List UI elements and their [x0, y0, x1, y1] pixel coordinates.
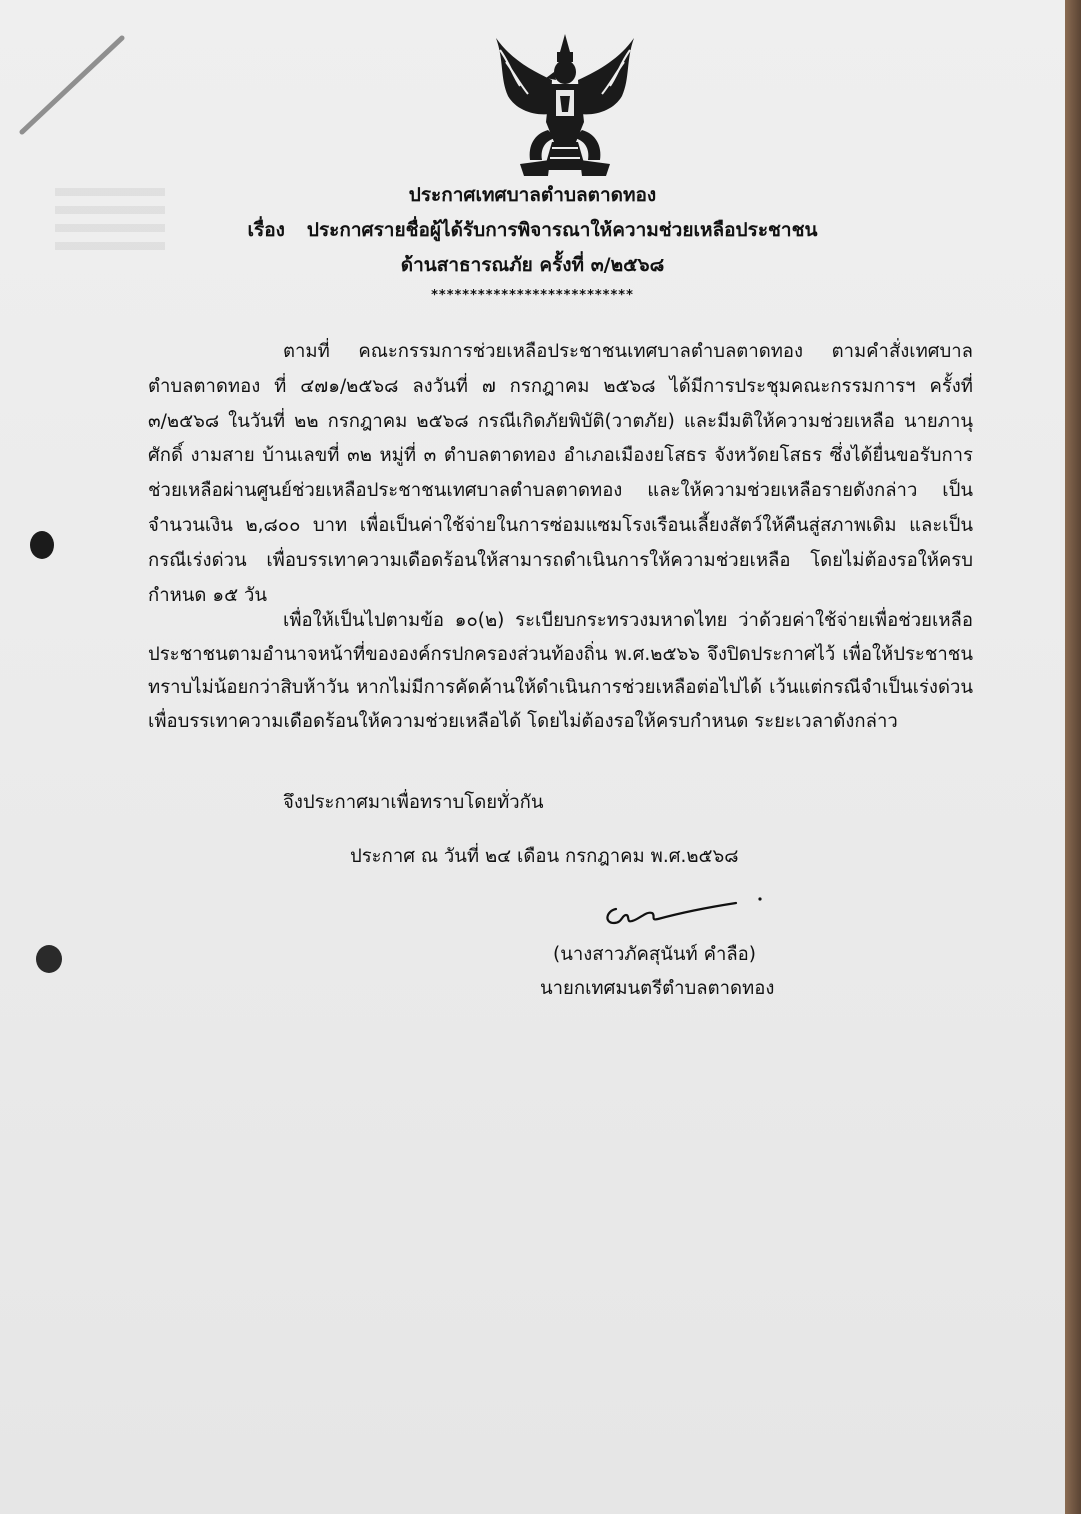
announcement-date: ประกาศ ณ วันที่ ๒๔ เดือน กรกฎาคม พ.ศ.๒๕๖๘: [350, 846, 739, 867]
subject-label: เรื่อง: [247, 219, 285, 241]
page-edge-background: [1065, 0, 1081, 1514]
body-paragraph-1: ตามที่ คณะกรรมการช่วยเหลือประชาชนเทศบาลตำบลตาดทอง ตามคำสั่งเทศบาลตำบลตาดทอง ที่ ๔๗๑/๒๕๖๘ ลงวันที่ ๗ กรกฎาคม ๒๕๖๘ ได้มีการประชุมคณะกรรมการฯ ครั้งที่ ๓/๒๕๖๘ ในวันที่ ๒๒ กรกฎาคม ๒๕๖๘ กรณีเกิดภัยพิบัติ(วาตภัย) และมีมติให้ความช่วยเหลือ นายภานุศักดิ์ งามสาย บ้านเลขที่ ๓๒ หมู่ที่ ๓ ตำบลตาดทอง อำเภอเมืองยโสธร จังหวัดยโสธร ซึ่งได้ยื่นขอรับการช่วยเหลือผ่านศูนย์ช่วยเหลือประชาชนเทศบาลตำบลตาดทอง และให้ความช่วยเหลือรายดังกล่าว เป็นจำนวนเงิน ๒,๘๐๐ บาท เพื่อเป็นค่าใช้จ่ายในการซ่อมแซมโรงเรือนเลี้ยงสัตว์ให้คืนสู่สภาพเดิม และเป็นกรณีเร่งด่วน เพื่อบรรเทาความเดือดร้อนให้สามารถดำเนินการให้ความช่วยเหลือ โดยไม่ต้องรอให้ครบกำหนด ๑๕ วัน: [148, 341, 973, 606]
header-divider: **************************: [431, 288, 634, 303]
subject-text: ประกาศรายชื่อผู้ได้รับการพิจารณาให้ความช่วยเหลือประชาชน: [306, 219, 818, 241]
pen-stroke-mark: [14, 30, 134, 140]
signer-title: นายกเทศมนตรีตำบลตาดทอง: [540, 978, 775, 999]
announcement-subject: [0, 215, 1065, 245]
garuda-emblem-icon: [490, 30, 640, 180]
handwritten-signature: [600, 893, 770, 933]
signer-name: (นางสาวภัคสุนันท์ คำลือ): [553, 944, 757, 965]
announcement-subtitle: ด้านสาธารณภัย ครั้งที่ ๓/๒๕๖๘: [400, 254, 665, 276]
body-paragraph-2: เพื่อให้เป็นไปตามข้อ ๑๐(๒) ระเบียบกระทรวงมหาดไทย ว่าด้วยค่าใช้จ่ายเพื่อช่วยเหลือประชาชนตามอำนาจหน้าที่ขององค์กรปกครองส่วนท้องถิ่น พ.ศ.๒๕๖๖ จึงปิดประกาศไว้ เพื่อให้ประชาชนทราบไม่น้อยกว่าสิบห้าวัน หากไม่มีการคัดค้านให้ดำเนินการช่วยเหลือต่อไปได้ เว้นแต่กรณีจำเป็นเร่งด่วน เพื่อบรรเทาความเดือดร้อนให้ความช่วยเหลือได้ โดยไม่ต้องรอให้ครบกำหนด ระยะเวลาดังกล่าว: [148, 610, 973, 732]
punch-hole-upper: [30, 531, 54, 559]
announcement-title: ประกาศเทศบาลตำบลตาดทอง: [408, 184, 657, 206]
closing-statement: จึงประกาศมาเพื่อทราบโดยทั่วกัน: [283, 792, 544, 813]
punch-hole-lower: [36, 945, 62, 973]
